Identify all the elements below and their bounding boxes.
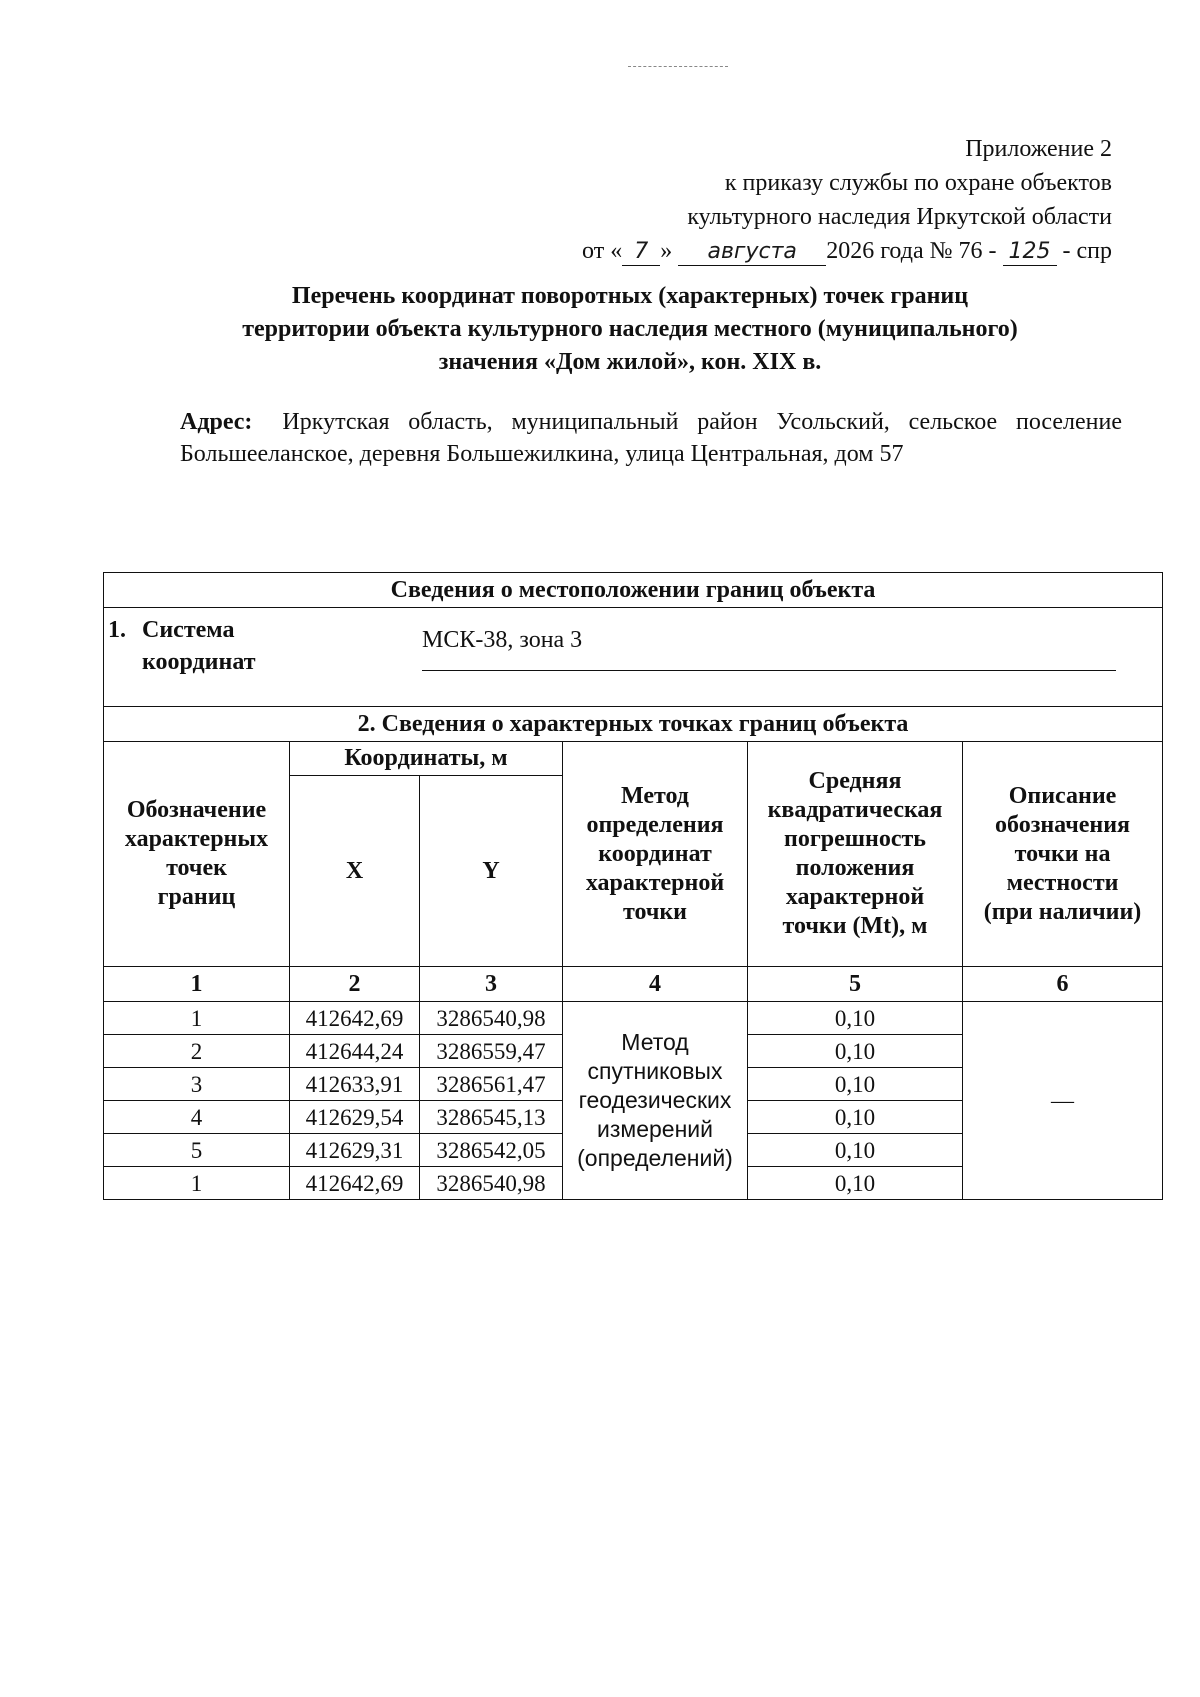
x-coordinate: 412629,54 (290, 1101, 420, 1134)
title-line-2: территории объекта культурного наследия местного (муниципального) (242, 316, 1018, 342)
method-cell (563, 1002, 748, 1200)
hdr-method-l2: определения (586, 811, 724, 838)
hdr-point-l3: точек (166, 855, 227, 881)
mt-value: 0,10 (748, 1167, 963, 1200)
address-block (180, 406, 1122, 470)
appendix-line-2: к приказу службы по охране объектов (724, 170, 1112, 196)
boundary-table (103, 572, 1163, 1200)
point-id: 2 (104, 1035, 290, 1068)
hdr-point-l4: границ (157, 884, 236, 910)
coordinate-system-cell (104, 608, 1163, 707)
order-date-line (412, 234, 1112, 268)
x-coordinate: 412633,91 (290, 1068, 420, 1101)
hdr-method-l5: точки (622, 898, 688, 925)
scan-mark (628, 66, 728, 67)
appendix-header (412, 132, 1112, 268)
coordinate-system-label (108, 614, 256, 678)
method-l1: Метод (621, 1029, 689, 1055)
x-coordinate: 412629,31 (290, 1134, 420, 1167)
order-month: августа (707, 239, 797, 264)
header-method (563, 742, 748, 967)
method-l2: спутниковых (587, 1058, 723, 1084)
coordinate-system-underline (422, 670, 1116, 671)
header-y: Y (420, 776, 563, 967)
col-number-3: 3 (420, 967, 563, 1002)
system-label-line-1: Система (142, 617, 235, 643)
point-id: 5 (104, 1134, 290, 1167)
point-id: 1 (104, 1002, 290, 1035)
mt-value: 0,10 (748, 1101, 963, 1134)
hdr-desc-l1: Описание (1008, 782, 1117, 809)
x-coordinate: 412642,69 (290, 1167, 420, 1200)
hdr-desc-l5: (при наличии) (983, 898, 1142, 925)
hdr-method-l4: характерной (585, 869, 725, 896)
order-day-blank (622, 238, 660, 266)
section2-title: 2. Сведения о характерных точках границ объекта (104, 707, 1163, 742)
point-id: 3 (104, 1068, 290, 1101)
hdr-desc-l2: обозначения (995, 811, 1131, 838)
system-number: 1. (108, 617, 126, 643)
mt-value: 0,10 (748, 1068, 963, 1101)
method-l3: геодезических (578, 1087, 732, 1113)
hdr-error-l4: положения (795, 855, 915, 881)
mt-value: 0,10 (748, 1134, 963, 1167)
header-x: X (290, 776, 420, 967)
y-coordinate: 3286540,98 (420, 1002, 563, 1035)
method-l4: измерений (597, 1116, 713, 1142)
header-description (963, 742, 1163, 967)
table-row (104, 1002, 1163, 1035)
y-coordinate: 3286559,47 (420, 1035, 563, 1068)
order-number-blank (1003, 238, 1057, 266)
col-number-5: 5 (748, 967, 963, 1002)
hdr-point-l1: Обозначение (126, 797, 267, 823)
hdr-error-l3: погрешность (784, 826, 926, 852)
mt-value: 0,10 (748, 1002, 963, 1035)
hdr-point-l2: характерных (124, 826, 269, 852)
order-day: 7 (634, 239, 649, 264)
y-coordinate: 3286545,13 (420, 1101, 563, 1134)
coordinate-system-value: МСК-38, зона 3 (422, 627, 583, 653)
x-coordinate: 412642,69 (290, 1002, 420, 1035)
hdr-error-l5: характерной (785, 884, 925, 910)
point-id: 1 (104, 1167, 290, 1200)
hdr-error-l1: Средняя (808, 768, 902, 794)
hdr-method-l3: координат (598, 840, 712, 867)
title-line-3: значения «Дом жилой», кон. XIX в. (438, 349, 822, 375)
document-title (170, 280, 1090, 379)
title-line-1: Перечень координат поворотных (характерных) точек границ (291, 283, 969, 309)
section-title: Сведения о местоположении границ объекта (104, 573, 1163, 608)
order-mid: » (660, 238, 673, 264)
system-label-line-2: координат (142, 649, 256, 675)
col-number-4: 4 (563, 967, 748, 1002)
x-coordinate: 412644,24 (290, 1035, 420, 1068)
hdr-desc-l3: точки на (1014, 840, 1111, 867)
description-cell: — (963, 1002, 1163, 1200)
point-id: 4 (104, 1101, 290, 1134)
address-label: Адрес: (180, 409, 253, 435)
header-point-designation (104, 742, 290, 967)
address-text: Иркутская область, муниципальный район Усольский, сельское поселение Большееланское, деревня Большежилкина, улица Центральная, дом 57 (180, 409, 1122, 467)
appendix-line-1: Приложение 2 (965, 136, 1112, 162)
order-number: 125 (1008, 239, 1051, 264)
mt-value: 0,10 (748, 1035, 963, 1068)
order-prefix: от « (582, 238, 623, 264)
method-l5: (определений) (577, 1145, 733, 1171)
col-number-6: 6 (963, 967, 1163, 1002)
appendix-line-3: культурного наследия Иркутской области (687, 204, 1112, 230)
y-coordinate: 3286540,98 (420, 1167, 563, 1200)
hdr-error-l2: квадратическая (767, 797, 943, 823)
col-number-2: 2 (290, 967, 420, 1002)
order-year-text: 2026 года № 76 - (826, 238, 997, 264)
y-coordinate: 3286561,47 (420, 1068, 563, 1101)
header-error (748, 742, 963, 967)
order-suffix: - спр (1062, 238, 1112, 264)
y-coordinate: 3286542,05 (420, 1134, 563, 1167)
hdr-desc-l4: местности (1006, 869, 1119, 896)
hdr-method-l1: Метод (621, 782, 689, 809)
order-month-blank (678, 238, 826, 266)
header-coordinates: Координаты, м (290, 742, 563, 776)
hdr-error-l6: точки (Mt), м (782, 913, 928, 939)
col-number-1: 1 (104, 967, 290, 1002)
